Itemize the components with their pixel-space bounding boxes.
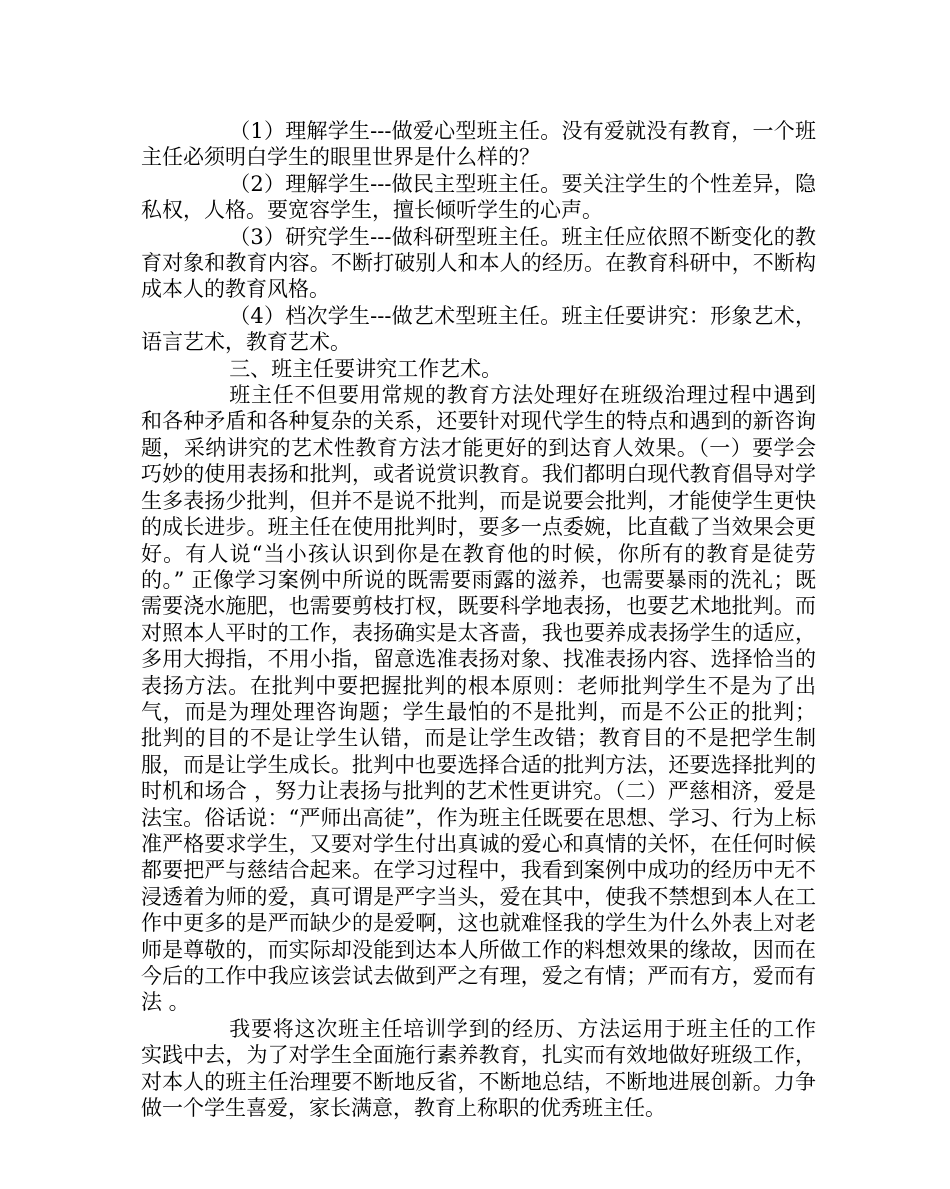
paragraph-work-art: 班主任不但要用常规的教育方法处理好在班级治理过程中遇到和各种矛盾和各种复杂的关系，还要针对现代学生的特点和遇到的新咨询题，采纳讲究的艺术性教育方法才能更好的到达育人效果。（一）要学会巧妙的使用表扬和批判，或者说赏识教育。我们都明白现代教育倡导对学生多表扬少批判，但并不是说不批判，而是说要会批判，才能使学生更快的成长进步。班主任在使用批判时，要多一点委婉，比直截了当效果会更好。有人说“当小孩认识到你是在教育他的时候，你所有的教育是徒劳的。” 正像学习案例中所说的既需要雨露的滋养，也需要暴雨的洗礼；既需要浇水施肥，也需要剪枝打杈，既要科学地表扬，也要艺术地批判。而对照本人平时的工作，表扬确实是太吝啬，我也要养成表扬学生的适应，多用大拇指，不用小指，留意选准表扬对象、找准表扬内容、选择恰当的表扬方法。在批判中要把握批判的根本原则：老师批判学生不是为了出气，而是为理处理咨询题；学生最怕的不是批判，而是不公正的批判； 批判的目的不是让学生认错，而是让学生改错；教育目的不是把学生制服，而是让学生成长。批判中也要选择合适的批判方法，还要选择批判的时机和场合 ，努力让表扬与批判的艺术性更讲究。（二）严慈相济，爱是法宝。俗话说：“严师出高徒”，作为班主任既要在思想、学习、行为上标准严格要求学生，又要对学生付出真诚的爱心和真情的关怀，在任何时候都要把严与慈结合起来。在学习过程中，我看到案例中成功的经历中无不浸透着为师的爱，真可谓是严字当头，爱在其中，使我不禁想到本人在工作中更多的是严而缺少的是爱啊，这也就难怪我的学生为什么外表上对老师是尊敬的，而实际却没能到达本人所做工作的料想效果的缘故，因而在今后的工作中我应该尝试去做到严之有理，爱之有情；严而有方，爱而有法 。 — [141, 383, 816, 1015]
paragraph-research: （3）研究学生---做科研型班主任。班主任应依照不断变化的教育对象和教育内容。不断打破别人和本人的经历。在教育科研中，不断构成本人的教育风格。 — [141, 224, 816, 302]
section-heading-three: 三、班主任要讲究工作艺术。 — [229, 356, 503, 381]
document-body — [141, 118, 816, 1121]
paragraph-conclusion: 我要将这次班主任培训学到的经历、方法运用于班主任的工作实践中去，为了对学生全面施行素养教育，扎实而有效地做好班级工作，对本人的班主任治理要不断地反省，不断地总结，不断地进展创新。力争做一个学生喜爱，家长满意，教育上称职的优秀班主任。 — [141, 1016, 816, 1121]
paragraph-understand-democratic: （2）理解学生---做民主型班主任。要关注学生的个性差异，隐私权，人格。要宽容学生，擅长倾听学生的心声。 — [141, 171, 816, 223]
paragraph-art: （4）档次学生---做艺术型班主任。班主任要讲究：形象艺术，语言艺术，教育艺术。 — [141, 303, 816, 355]
paragraph-understand-love: （1）理解学生---做爱心型班主任。没有爱就没有教育，一个班主任必须明白学生的眼里世界是什么样的？ — [141, 119, 816, 170]
